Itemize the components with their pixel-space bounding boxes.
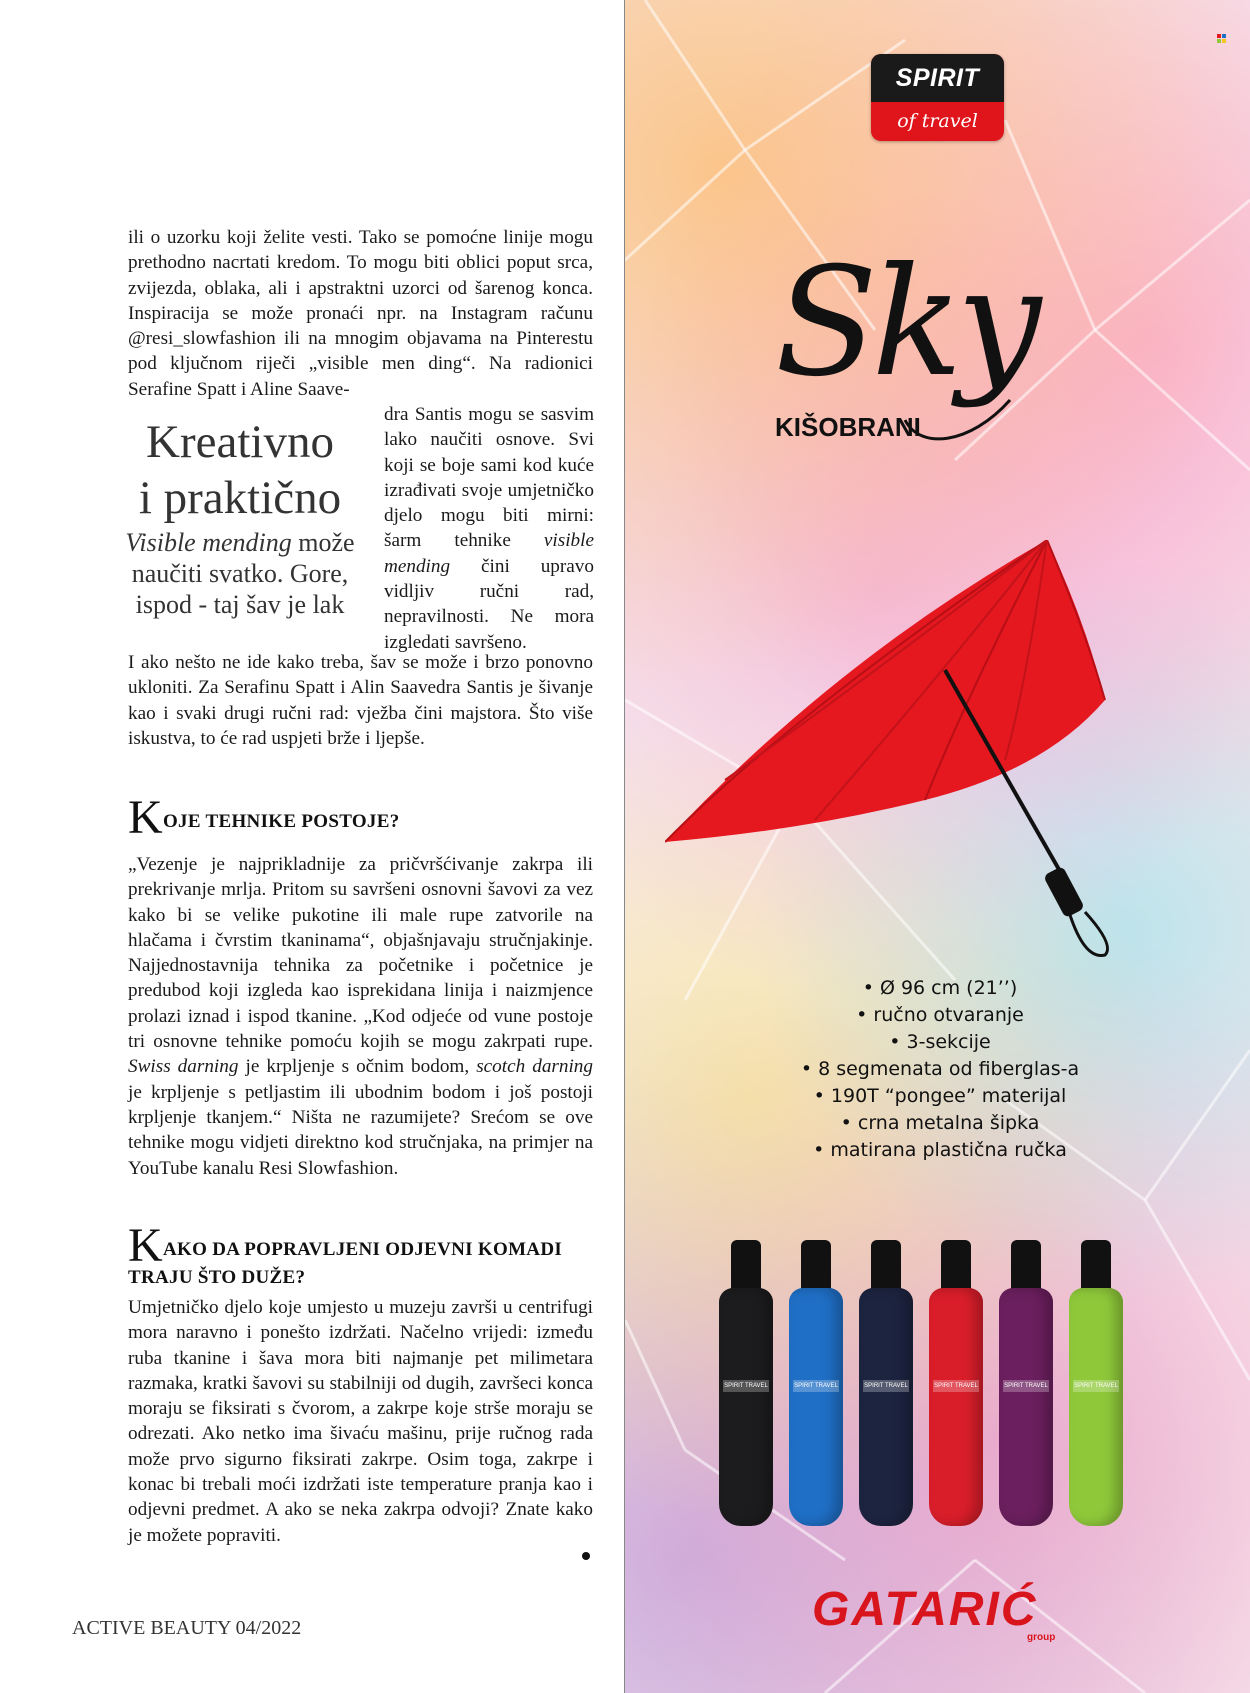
spec-item: • Ø 96 cm (21’’) bbox=[862, 977, 1018, 999]
article-paragraph-durability: Umjetničko djelo koje umjesto u muzeju završi u centrifugi mora naravno i ponešto izdržati. Načelno vrijedi: između ruba tkanine i šava mora biti najmanje pet milimetara razmaka, kratki šavovi su stabilniji od dugih, završeci konca moraju se fiksirati s čvorom, a zakrpe koje strše moraju se odrezati. Ako netko ima šivaću mašinu, prije ručnog rada može prvo sigurno fiksirati zakrpe. Osim toga, zakrpe i konac bi trebali moći izdržati iste temperature pranja kao i odjevni predmet. A ako se neka zakrpa odvoji? Znate kako je možete popraviti. bbox=[128, 1297, 593, 1546]
folded-umbrella bbox=[715, 1240, 777, 1530]
section-heading-durability bbox=[128, 1219, 598, 1290]
spec-item: • crna metalna šipka bbox=[840, 1112, 1040, 1134]
page-footer: ACTIVE BEAUTY 04/2022 bbox=[72, 1617, 302, 1639]
pullquote-title-line1: Kreativno bbox=[146, 416, 334, 468]
product-category-label: KIŠOBRANI bbox=[775, 412, 921, 442]
folded-umbrellas-lineup bbox=[715, 1240, 1145, 1530]
narrow-text-b: čini upravo vidljiv ručni rad, nepravilnosti. Ne mora izgledati savršeno. bbox=[384, 555, 594, 653]
heading-rest: OJE TEHNIKE POSTOJE? bbox=[162, 811, 400, 832]
umbrella-sleeve bbox=[859, 1288, 913, 1526]
spirit-logo-top: SPIRIT bbox=[871, 54, 1004, 102]
folded-umbrella bbox=[855, 1240, 917, 1530]
heading-dropcap: K bbox=[128, 791, 163, 844]
umbrella-sleeve-label: SPIRIT TRAVEL bbox=[1003, 1380, 1049, 1392]
umbrella-handle bbox=[1081, 1240, 1111, 1290]
umbrella-handle bbox=[801, 1240, 831, 1290]
article-paragraph-techniques bbox=[128, 852, 593, 1181]
umbrella-sleeve bbox=[719, 1288, 773, 1526]
umbrella-handle bbox=[731, 1240, 761, 1290]
sky-script-title: Sky bbox=[775, 236, 1036, 410]
pullquote-title-line2: i praktično bbox=[138, 472, 342, 524]
umbrella-sleeve bbox=[929, 1288, 983, 1526]
heading-dropcap: K bbox=[128, 1219, 163, 1272]
umbrella-handle bbox=[1011, 1240, 1041, 1290]
spirit-of-travel-logo bbox=[871, 54, 1004, 141]
spec-item: • 190T “pongee” materijal bbox=[813, 1085, 1067, 1107]
gataric-logo: GATARIĆ bbox=[812, 1583, 1038, 1636]
umbrella-sleeve-label: SPIRIT TRAVEL bbox=[723, 1380, 769, 1392]
corner-color-mark bbox=[1217, 34, 1227, 44]
umbrella-handle bbox=[871, 1240, 901, 1290]
article-paragraph-continuation: I ako nešto ne ide kako treba, šav se može i brzo ponovno ukloniti. Za Serafinu Spatt i Alin Saavedra Santis je šivanje kao i svaki drugi ručni rad: vježba čini majstora. Što više iskustva, to će rad uspjeti brže i ljepše. bbox=[128, 652, 593, 749]
article-paragraph-narrow bbox=[384, 402, 594, 655]
umbrella-sleeve bbox=[999, 1288, 1053, 1526]
product-specifications bbox=[790, 975, 1090, 1164]
techniques-text-c: je krpljenje s petljastim ili ubodnim bodom i još postoji krpljenje tkanjem.“ Ništa ne razumijete? Srećom se ove tehnike mogu vidjeti direktno kod stručnjaka, na primjer na YouTube kanalu Resi Slowfashion. bbox=[128, 1081, 593, 1179]
umbrella-handle bbox=[941, 1240, 971, 1290]
techniques-text-a: „Vezenje je najprikladnije za pričvršćivanje zakrpa ili prekrivanje mrlja. Pritom su savršeni osnovni šavovi za vez kako bi se velike pukotine ili male rupe zatvorile na hlačama i čvrstim tkaninama“, objašnjavaju stručnjakinje. Najjednostavnija tehnika za početnike i početnice je predubod koji izgleda kao isprekidana linija i naizmjence prolazi iznad i ispod tkanine. „Kod odjeće od vune postoje tri osnovne tehnike pomoću kojih se mogu zakrpati rupe. bbox=[128, 854, 593, 1053]
heading-rest: AKO DA POPRAVLJENI ODJEVNI KOMADI TRAJU ŠTO DUŽE? bbox=[128, 1239, 563, 1288]
folded-umbrella bbox=[785, 1240, 847, 1530]
techniques-italic-2: scotch darning bbox=[476, 1056, 593, 1078]
folded-umbrella bbox=[995, 1240, 1057, 1530]
umbrella-sleeve bbox=[1069, 1288, 1123, 1526]
umbrella-sleeve-label: SPIRIT TRAVEL bbox=[1073, 1380, 1119, 1392]
techniques-text-b: je krpljenje s očnim bodom, bbox=[245, 1056, 470, 1078]
umbrella-sleeve-label: SPIRIT TRAVEL bbox=[863, 1380, 909, 1392]
spec-item: • ručno otvaranje bbox=[856, 1004, 1024, 1026]
pullquote-italic: Visible mending bbox=[125, 528, 292, 557]
spirit-logo-bottom: of travel bbox=[897, 110, 978, 132]
narrow-text-a: dra Santis mogu se sasvim lako naučiti osnove. Svi koji se boje sami kod kuće izrađivati svoje umjetničko djelo mogu biti mirni: šarm tehnike bbox=[384, 404, 594, 552]
open-umbrella-image bbox=[665, 540, 1115, 980]
umbrella-sleeve-label: SPIRIT TRAVEL bbox=[793, 1380, 839, 1392]
umbrella-sleeve-label: SPIRIT TRAVEL bbox=[933, 1380, 979, 1392]
folded-umbrella bbox=[925, 1240, 987, 1530]
article-paragraph-intro: ili o uzorku koji želite vesti. Tako se pomoćne linije mogu prethodno nacrtati kredom. To mogu biti oblici poput srca, zvijezda, oblaka, ali i apstraktni uzorci od šarenog konca. Inspiracija se može pronaći npr. na Instagram računu @resi_slowfashion ili na mnogim objavama na Pinterestu pod ključnom riječi „visible men ding“. Na radionici Serafine Spatt i Aline Saave- bbox=[128, 227, 593, 400]
pullquote-text bbox=[110, 527, 370, 620]
folded-umbrella bbox=[1065, 1240, 1127, 1530]
narrow-italic: visible mending bbox=[384, 530, 594, 577]
gataric-logo-sub: group bbox=[1027, 1632, 1056, 1643]
umbrella-sleeve bbox=[789, 1288, 843, 1526]
end-of-article-mark bbox=[582, 1552, 590, 1560]
spec-item: • 3-sekcije bbox=[889, 1031, 991, 1053]
pullquote-rest: može naučiti svatko. Gore, ispod - taj šav je lak bbox=[131, 528, 355, 619]
spec-item: • matirana plastična ručka bbox=[813, 1139, 1067, 1161]
techniques-italic-1: Swiss darning bbox=[128, 1056, 239, 1078]
section-heading-techniques bbox=[128, 791, 608, 844]
spec-item: • 8 segmenata od fiberglas-a bbox=[800, 1058, 1080, 1080]
